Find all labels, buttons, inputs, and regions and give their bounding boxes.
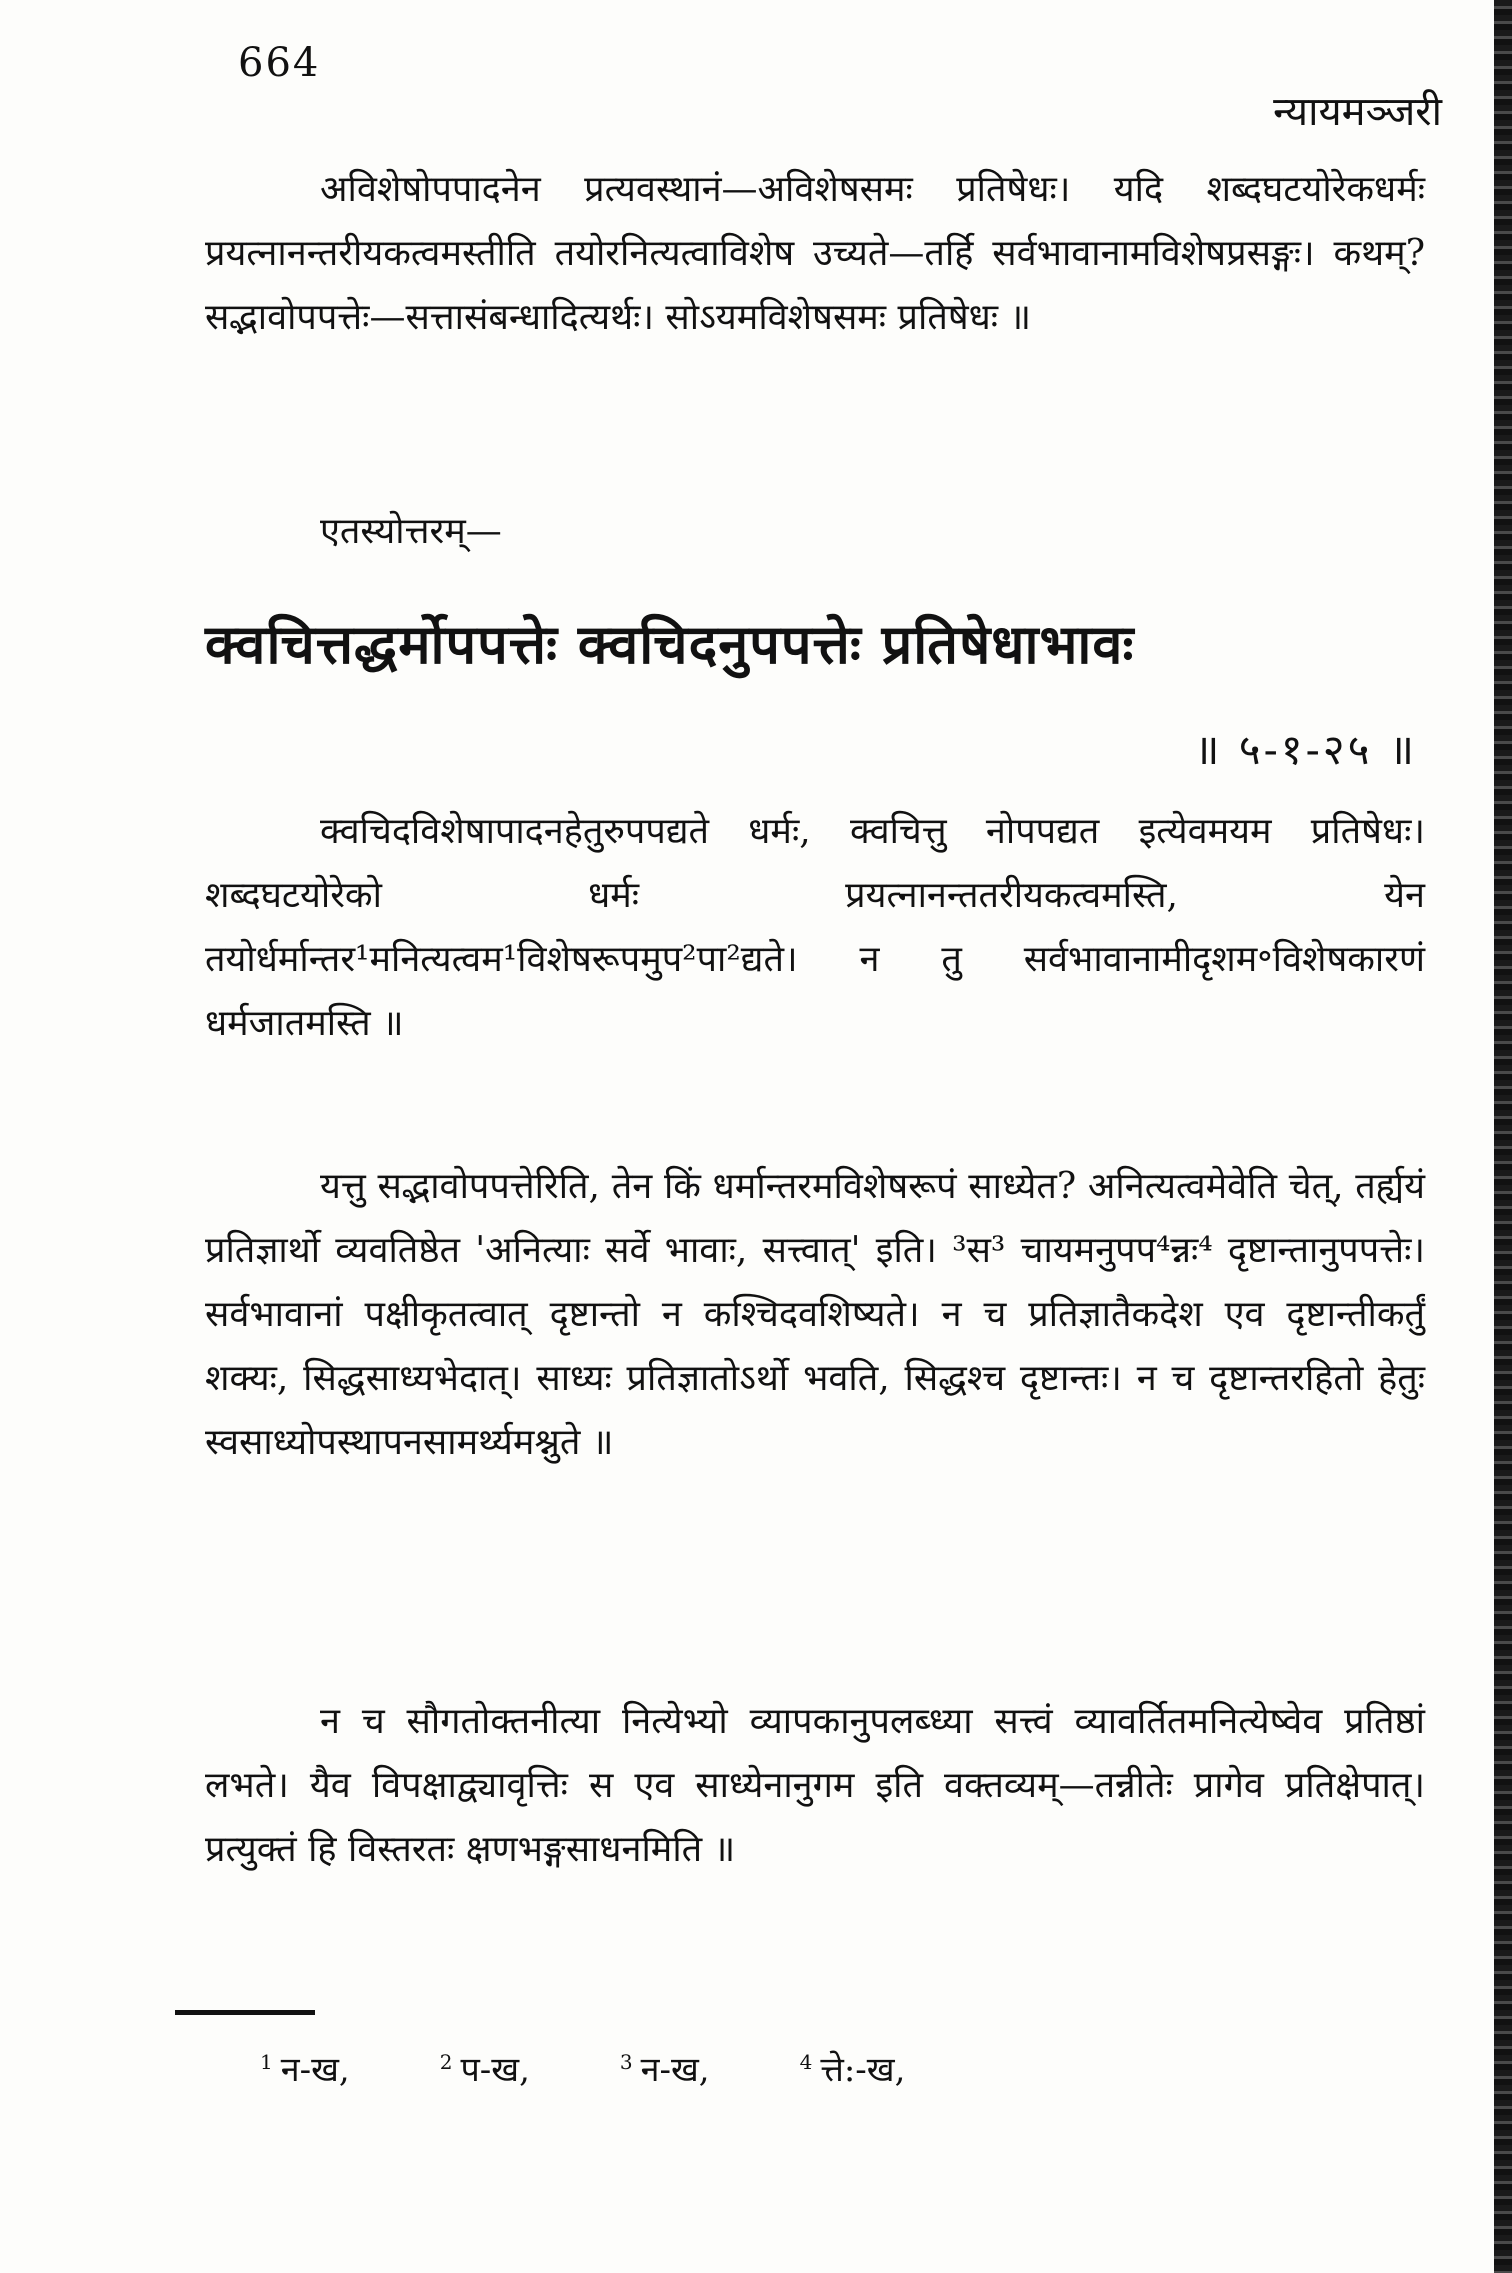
footnotes	[260, 2045, 905, 2091]
footnote-2-text: प-ख,	[460, 2050, 530, 2090]
footnote-4	[800, 2045, 906, 2091]
footnote-rule	[175, 2010, 315, 2015]
sutra-intro: एतस्योत्तरम्—	[320, 511, 502, 552]
page-binding-edge	[1494, 0, 1512, 2273]
footnote-4-text: त्ते:-ख,	[820, 2050, 906, 2090]
sutra-number: ॥ ५-१-२५ ॥	[1194, 725, 1417, 774]
footnote-3	[620, 2045, 710, 2091]
footnote-1	[260, 2045, 350, 2091]
footnote-2	[440, 2045, 530, 2091]
footnote-2-number: 2	[439, 2049, 453, 2074]
sutra-text: क्वचित्तद्धर्मोपपत्तेः क्वचिदनुपपत्तेः प्रतिषेधाभावः	[205, 612, 1135, 676]
running-head: न्यायमञ्जरी	[1273, 89, 1442, 135]
paragraph-4-text: न च सौगतोक्तनीत्या नित्येभ्यो व्यापकानुपलब्ध्या सत्त्वं व्यावर्तितमनित्येष्वेव प्रतिष्ठां लभते। यैव विपक्षाद्व्यावृत्तिः स एव साध्येनानुगम इति वक्तव्यम्—तन्नीतेः प्रागेव प्रतिक्षेपात्। प्रत्युक्तं हि विस्तरतः क्षणभङ्गसाधनमिति ॥	[205, 1701, 1425, 1870]
paragraph-1-text: अविशेषोपपादनेन प्रत्यवस्थानं—अविशेषसमः प्रतिषेधः। यदि शब्दघटयोरेकधर्मः प्रयत्नानन्तरीयकत्वमस्तीति तयोरनित्यत्वाविशेष उच्यते—तर्हि सर्वभावानामविशेषप्रसङ्गः। कथम्? सद्भावोपपत्तेः—सत्तासंबन्धादित्यर्थः। सोऽयमविशेषसमः प्रतिषेधः ॥	[205, 169, 1425, 338]
paragraph-2	[205, 800, 1425, 1056]
paragraph-4	[205, 1690, 1425, 1882]
footnote-3-number: 3	[619, 2049, 633, 2074]
footnote-3-text: न-ख,	[640, 2050, 710, 2090]
paragraph-3-text: यत्तु सद्भावोपपत्तेरिति, तेन किं धर्मान्तरमविशेषरूपं साध्येत? अनित्यत्वमेवेति चेत्, तर्ह्ययं प्रतिज्ञार्थो व्यवतिष्ठेत 'अनित्याः सर्वे भावाः, सत्त्वात्' इति। ³स³ चायमनुपप⁴न्नः⁴ दृष्टान्तानुपपत्तेः। सर्वभावानां पक्षीकृतत्वात् दृष्टान्तो न कश्चिदवशिष्यते। न च प्रतिज्ञातैकदेश एव दृष्टान्तीकर्तुं शक्यः, सिद्धसाध्यभेदात्। साध्यः प्रतिज्ञातोऽर्थो भवति, सिद्धश्च दृष्टान्तः। न च दृष्टान्तरहितो हेतुः स्वसाध्योपस्थापनसामर्थ्यमश्नुते ॥	[205, 1166, 1425, 1463]
footnote-1-text: न-ख,	[280, 2050, 350, 2090]
paragraph-2-text: क्वचिदविशेषापादनहेतुरुपपद्यते धर्मः, क्वचित्तु नोपपद्यत इत्येवमयम प्रतिषेधः। शब्दघटयोरेको धर्मः प्रयत्नानन्ततरीयकत्वमस्ति, येन तयोर्धर्मान्तर¹मनित्यत्वम¹विशेषरूपमुप²पा²द्यते। न तु सर्वभावानामीदृशम॰विशेषकारणं धर्मजातमस्ति ॥	[205, 811, 1425, 1044]
paragraph-1	[205, 158, 1425, 350]
footnote-1-number: 1	[260, 2049, 273, 2074]
footnote-4-number: 4	[799, 2049, 813, 2074]
page-number: 664	[238, 40, 321, 86]
paragraph-3	[205, 1155, 1425, 1475]
